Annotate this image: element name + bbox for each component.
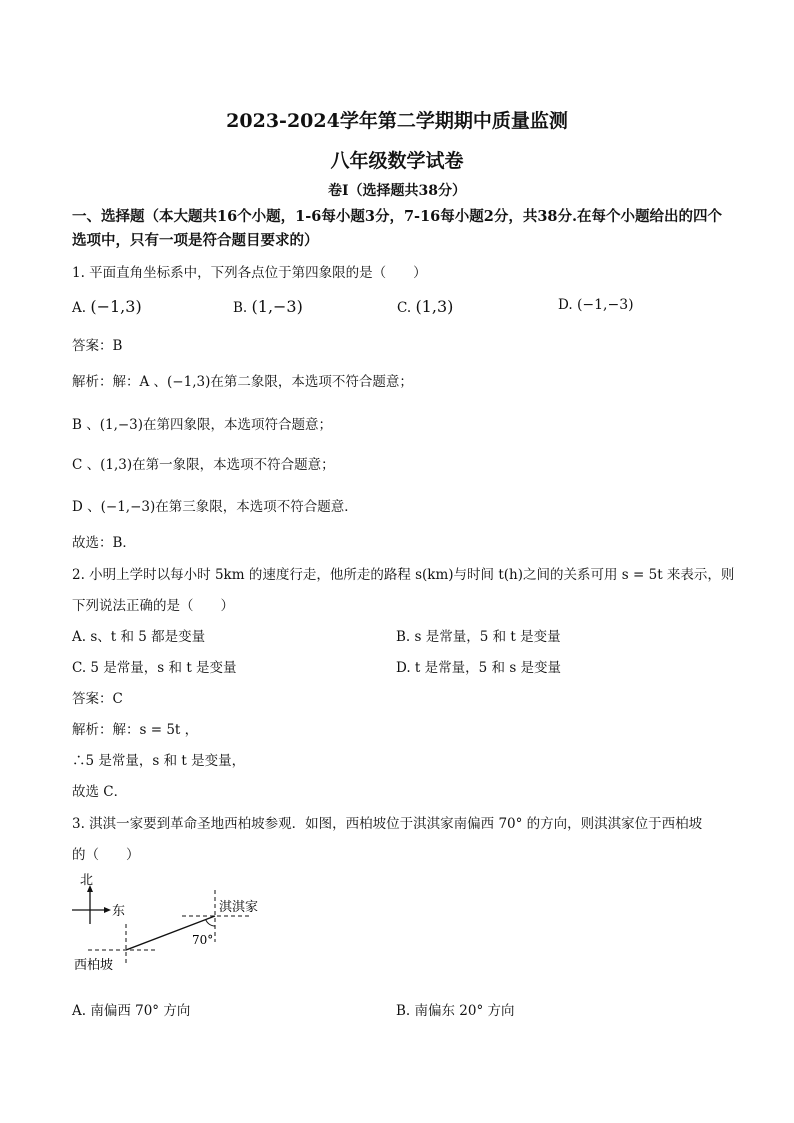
q3-option-b: B. 南偏东 20° 方向 [396,1003,515,1019]
q1-analysis-line: C 、(1,3)在第一象限，本选项不符合题意； [72,457,335,473]
q2-option-a: A. s、t 和 5 都是变量 [72,629,206,645]
volume-heading: 卷Ⅰ（选择题共38分） [327,183,467,199]
q2-option-b: B. s 是常量，5 和 t 是变量 [396,629,561,645]
direction-diagram [66,866,286,976]
q1-option-b: B. (1,−3) [233,297,303,316]
q1-analysis-line: D 、(−1,−3)在第三象限，本选项不符合题意． [72,499,358,515]
east-label: 东 [112,904,126,919]
q2-answer: 答案：C [72,691,123,707]
q2-stem-line1: 2. 小明上学时以每小时 5km 的速度行走，他所走的路程 s(km)与时间 t(h)之间的关系可用 s = 5t 来表示，则 [72,567,735,583]
q2-option-d: D. t 是常量，5 和 s 是变量 [396,660,562,676]
q2-option-c: C. 5 是常量，s 和 t 是变量 [72,660,237,676]
q1-answer: 答案：B [72,338,123,354]
q2-conclusion: 故选 C． [72,784,128,800]
compass-icon [72,885,111,924]
angle-label: 70° [192,933,214,947]
place-label: 西柏坡 [74,958,114,973]
home-label: 淇淇家 [219,900,259,915]
q3-stem-line1: 3. 淇淇一家要到革命圣地西柏坡参观．如图，西柏坡位于淇淇家南偏西 70° 的方向，则淇淇家位于西柏坡 [72,816,703,832]
section-heading: 一、选择题（本大题共16个小题，1-6每小题3分，7-16每小题2分，共38分.在每个小题给出的四个选项中，只有一项是符合题目要求的） [72,208,723,249]
north-label: 北 [80,873,94,888]
q2-stem-line2: 下列说法正确的是（ ） [72,598,234,614]
exam-subtitle: 八年级数学试卷 [330,150,464,172]
angle-arc [206,920,215,926]
q3-stem-line2: 的（ ） [72,847,140,863]
q1-analysis-line: 解析：解：A 、(−1,3)在第二象限，本选项不符合题意； [72,374,413,390]
q3-option-a: A. 南偏西 70° 方向 [72,1003,191,1019]
exam-title: 2023-2024学年第二学期期中质量监测 [226,110,568,132]
q1-stem: 1. 平面直角坐标系中，下列各点位于第四象限的是（ ） [72,265,427,281]
q1-analysis-line: B 、(1,−3)在第四象限，本选项符合题意； [72,417,333,433]
q1-option-a: A. (−1,3) [72,297,142,316]
q2-analysis-line: 解析：解：s = 5t ， [72,722,199,738]
q1-option-d: D. (−1,−3) [558,297,634,313]
q1-option-c: C. (1,3) [397,297,454,316]
q2-analysis-line: ∴5 是常量，s 和 t 是变量， [72,753,246,769]
q1-conclusion: 故选：B． [72,535,136,551]
